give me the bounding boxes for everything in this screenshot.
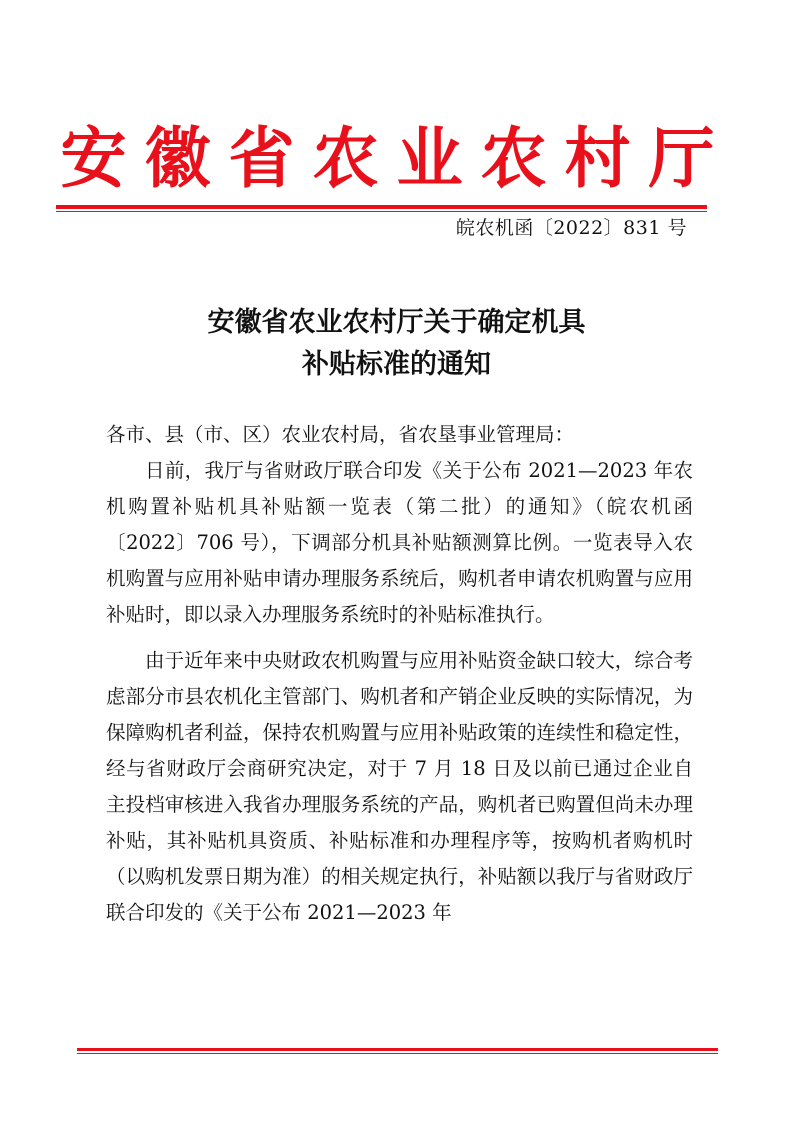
footer-red-rule [77,1048,718,1051]
footer-red-rule-thin [77,1053,718,1054]
agency-masthead: 安徽省农业农村厅 [60,119,733,197]
title-line-1: 安徽省农业农村厅关于确定机具 [207,307,586,338]
header-red-rule [56,205,707,209]
document-title [0,302,793,386]
document-body [106,417,693,931]
header-red-rule-thin [56,211,707,212]
document-number: 皖农机函〔2022〕831 号 [455,217,687,239]
salutation: 各市、县（市、区）农业农村局，省农垦事业管理局： [106,423,575,446]
title-line-2: 补贴标准的通知 [302,349,491,380]
body-paragraph-2: 由于近年来中央财政农机购置与应用补贴资金缺口较大，综合考虑部分市县农机化主管部门、购机者和产销企业反映的实际情况，为保障购机者利益，保持农机购置与应用补贴政策的连续性和稳定性，经与省财政厅会商研究决定，对于 7 月 18 日及以前已通过企业自主投档审核进入我省办理服务系统的产品，购机者已购置但尚未办理补贴，其补贴机具资质、补贴标准和办理程序等，按购机者购机时（以购机发票日期为准）的相关规定执行，补贴额以我厅与省财政厅联合印发的《关于公布 2021—2023 年 [106,649,693,924]
body-paragraph-1: 日前，我厅与省财政厅联合印发《关于公布 2021—2023 年农机购置补贴机具补贴额一览表（第二批）的通知》（皖农机函〔2022〕706 号），下调部分机具补贴额测算比例。一览表导入农机购置与应用补贴申请办理服务系统后，购机者申请农机购置与应用补贴时，即以录入办理服务系统时的补贴标准执行。 [106,459,693,626]
